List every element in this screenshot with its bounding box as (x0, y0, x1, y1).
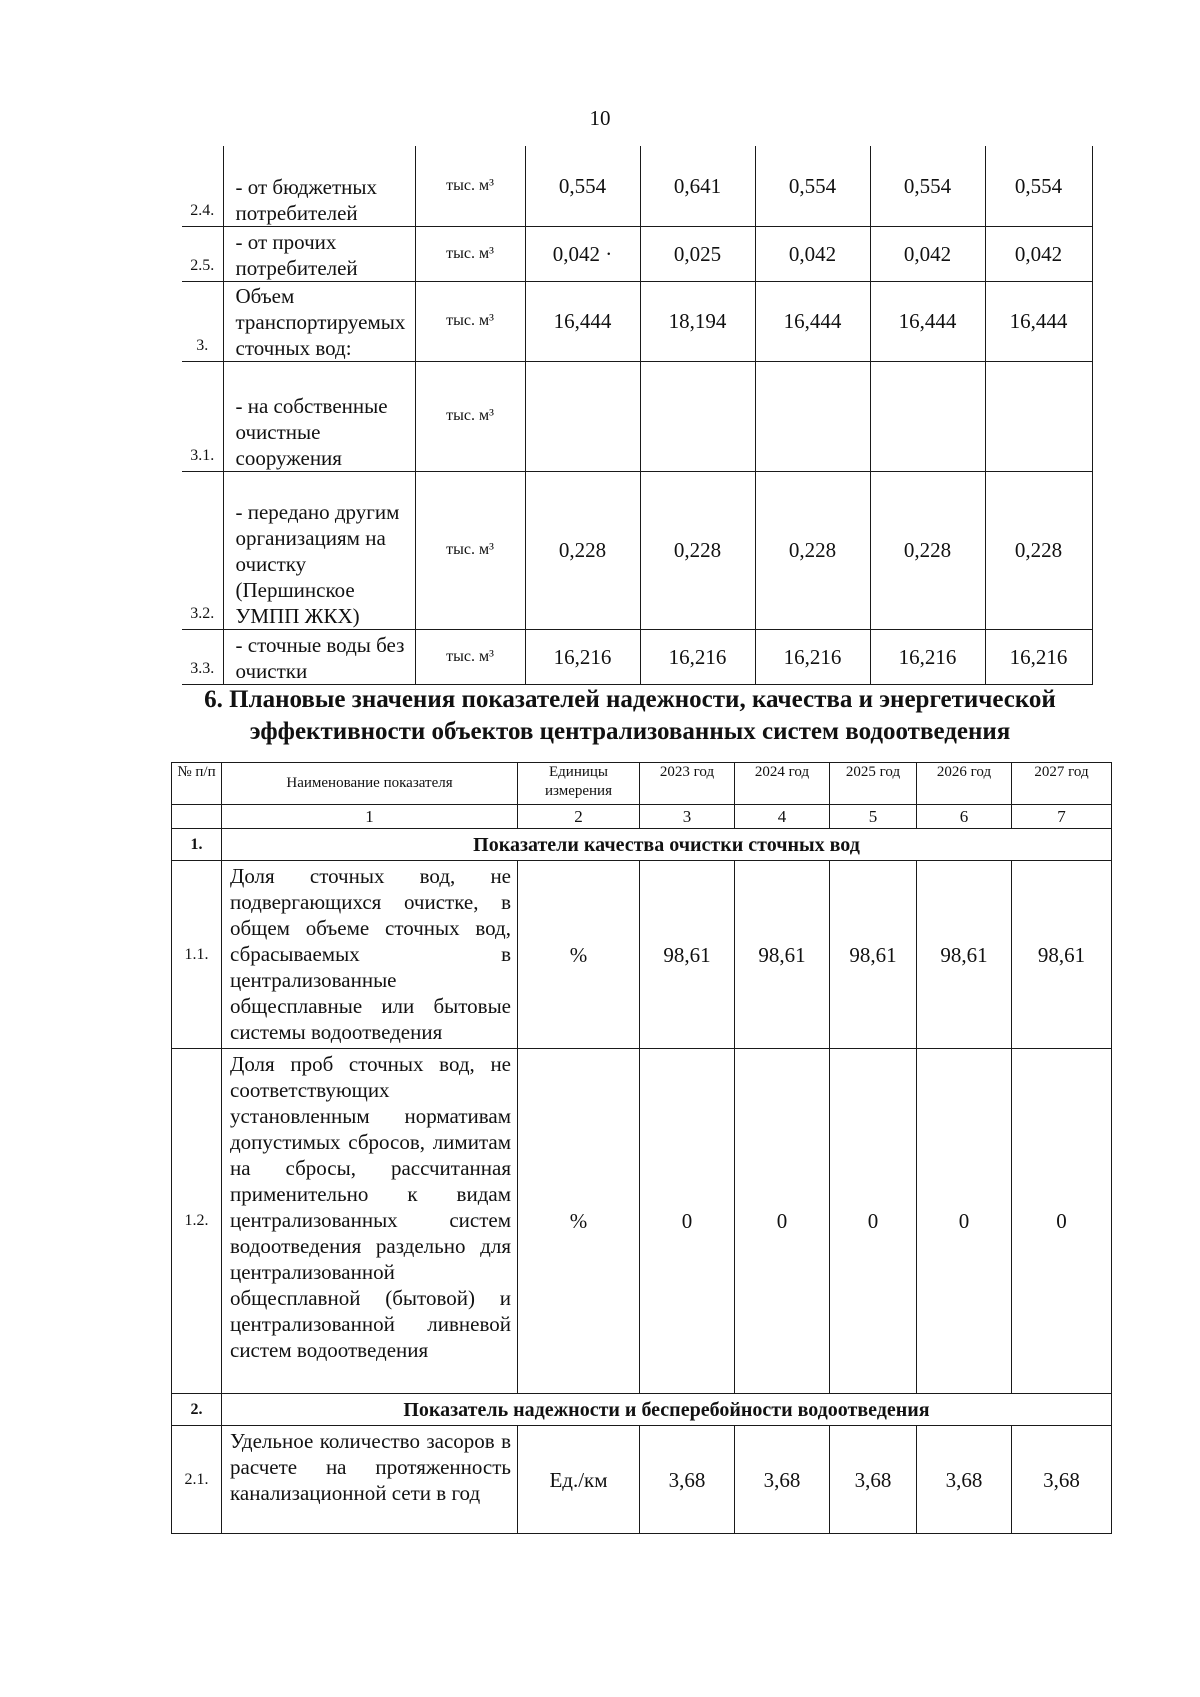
value-cell: 0,025 (640, 226, 755, 281)
value-cell: 16,444 (870, 281, 985, 361)
column-number: 6 (917, 805, 1012, 829)
value-cell: 16,216 (985, 629, 1092, 684)
section-number: 1. (172, 829, 222, 861)
row-number: 1.1. (172, 861, 222, 1049)
header-unit: Единицы измерения (518, 763, 640, 805)
row-number: 2.5. (182, 226, 223, 281)
section-title: Показатели качества очистки сточных вод (222, 829, 1112, 861)
value-cell (755, 361, 870, 471)
value-cell: 0,554 (870, 146, 985, 226)
value-cell: 98,61 (640, 861, 735, 1049)
value-cell: 0 (830, 1049, 917, 1394)
header-num: № п/п (172, 763, 222, 805)
header-year: 2024 год (735, 763, 830, 805)
column-number (172, 805, 222, 829)
row-name: Доля сточных вод, не подвергающихся очистке, в общем объеме сточных вод, сбрасываемых в централизованные общесплавные или бытовые системы водоотведения (222, 861, 518, 1049)
value-cell: 0 (735, 1049, 830, 1394)
table-row (182, 146, 1092, 226)
value-cell: 98,61 (1012, 861, 1112, 1049)
row-unit: тыс. м³ (415, 629, 525, 684)
table-header-row (172, 763, 1112, 805)
row-name: - передано другим организациям на очистку (Першинское УМПП ЖКХ) (223, 471, 415, 629)
value-cell: 0,228 (985, 471, 1092, 629)
header-year: 2026 год (917, 763, 1012, 805)
value-cell: 0,042 (755, 226, 870, 281)
table-row (182, 361, 1092, 471)
row-unit: % (518, 861, 640, 1049)
row-name: Доля проб сточных вод, не соответствующих установленным нормативам допустимых сбросов, лимитам на сбросы, рассчитанная применительно к видам централизованных систем водоотведения раздельно для централизованной общесплавной (бытовой) и централизованной ливневой систем водоотведения (222, 1049, 518, 1394)
indicators-table (171, 762, 1112, 1534)
table-row (182, 226, 1092, 281)
value-cell: 98,61 (830, 861, 917, 1049)
value-cell (525, 361, 640, 471)
value-cell: 3,68 (640, 1426, 735, 1534)
column-number: 3 (640, 805, 735, 829)
row-number: 1.2. (172, 1049, 222, 1394)
value-cell: 16,444 (525, 281, 640, 361)
section-number: 2. (172, 1394, 222, 1426)
value-cell: 0 (640, 1049, 735, 1394)
value-cell: 16,216 (870, 629, 985, 684)
row-unit: тыс. м³ (415, 281, 525, 361)
value-cell: 0,228 (640, 471, 755, 629)
row-unit: тыс. м³ (415, 361, 525, 471)
value-cell: 3,68 (917, 1426, 1012, 1534)
table-row (172, 1426, 1112, 1534)
value-cell: 0,042 · (525, 226, 640, 281)
value-cell (870, 361, 985, 471)
row-number: 2.4. (182, 146, 223, 226)
value-cell: 0,228 (755, 471, 870, 629)
column-number: 7 (1012, 805, 1112, 829)
row-number: 3.1. (182, 361, 223, 471)
value-cell: 16,216 (755, 629, 870, 684)
section-row (172, 829, 1112, 861)
value-cell: 0,228 (870, 471, 985, 629)
table-row (182, 629, 1092, 684)
row-name: Удельное количество засоров в расчете на протяженность канализационной сети в год (222, 1426, 518, 1534)
value-cell: 0,554 (525, 146, 640, 226)
value-cell: 0,554 (755, 146, 870, 226)
value-cell: 16,444 (755, 281, 870, 361)
value-cell (985, 361, 1092, 471)
value-cell: 3,68 (830, 1426, 917, 1534)
row-name: - от бюджетных потребителей (223, 146, 415, 226)
column-number: 4 (735, 805, 830, 829)
row-unit: тыс. м³ (415, 226, 525, 281)
table-row (182, 281, 1092, 361)
value-cell: 0,042 (985, 226, 1092, 281)
table-row (182, 471, 1092, 629)
section-row (172, 1394, 1112, 1426)
row-number: 3.2. (182, 471, 223, 629)
header-year: 2027 год (1012, 763, 1112, 805)
section-6-title: 6. Плановые значения показателей надежности, качества и энергетической эффективности объектов централизованных систем водоотведения (204, 686, 1056, 745)
value-cell (640, 361, 755, 471)
value-cell: 18,194 (640, 281, 755, 361)
column-numbers-row (172, 805, 1112, 829)
value-cell: 3,68 (735, 1426, 830, 1534)
table-row (172, 1049, 1112, 1394)
value-cell: 98,61 (917, 861, 1012, 1049)
page-number: 10 (589, 106, 611, 130)
row-number: 3.3. (182, 629, 223, 684)
value-cell: 0 (1012, 1049, 1112, 1394)
header-year: 2025 год (830, 763, 917, 805)
row-unit: тыс. м³ (415, 146, 525, 226)
value-cell: 0,228 (525, 471, 640, 629)
row-unit: Ед./км (518, 1426, 640, 1534)
value-cell: 16,444 (985, 281, 1092, 361)
volumes-table (182, 146, 1093, 685)
value-cell: 0,042 (870, 226, 985, 281)
value-cell: 16,216 (640, 629, 755, 684)
value-cell: 98,61 (735, 861, 830, 1049)
row-name: - на собственные очистные сооружения (223, 361, 415, 471)
value-cell: 0,641 (640, 146, 755, 226)
value-cell: 0,554 (985, 146, 1092, 226)
header-year: 2023 год (640, 763, 735, 805)
row-name: Объем транспортируемых сточных вод: (223, 281, 415, 361)
table-row (172, 861, 1112, 1049)
row-unit: тыс. м³ (415, 471, 525, 629)
row-number: 3. (182, 281, 223, 361)
value-cell: 3,68 (1012, 1426, 1112, 1534)
row-number: 2.1. (172, 1426, 222, 1534)
column-number: 1 (222, 805, 518, 829)
row-name: - сточные воды без очистки (223, 629, 415, 684)
value-cell: 0 (917, 1049, 1012, 1394)
value-cell: 16,216 (525, 629, 640, 684)
section-title: Показатель надежности и бесперебойности водоотведения (222, 1394, 1112, 1426)
column-number: 2 (518, 805, 640, 829)
column-number: 5 (830, 805, 917, 829)
header-name: Наименование показателя (222, 763, 518, 805)
row-name: - от прочих потребителей (223, 226, 415, 281)
row-unit: % (518, 1049, 640, 1394)
